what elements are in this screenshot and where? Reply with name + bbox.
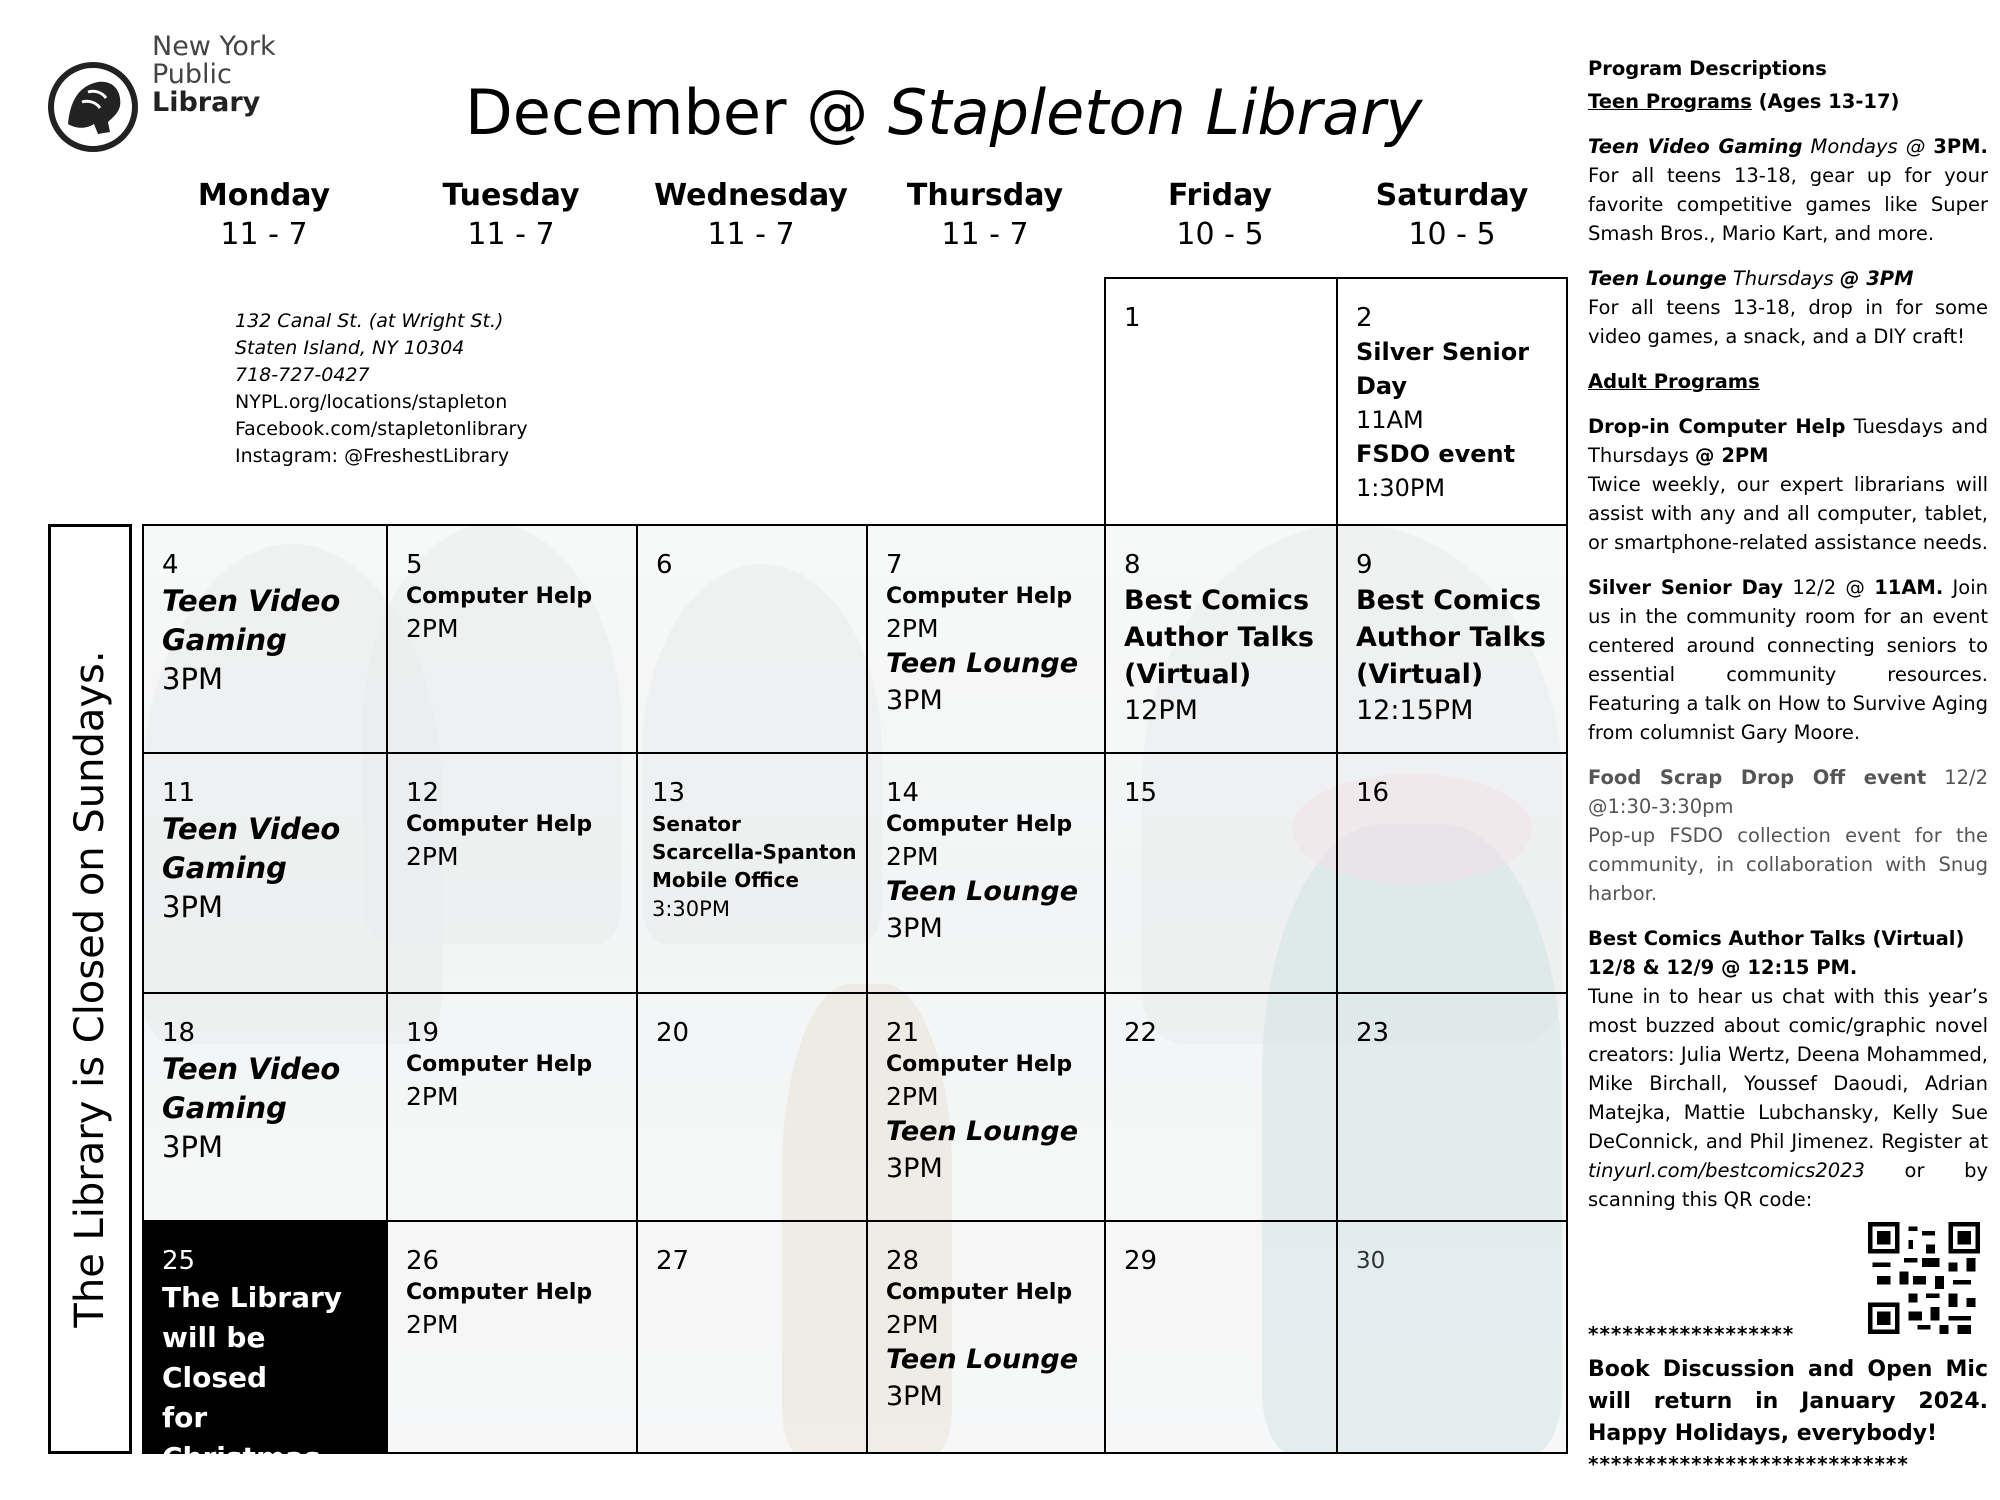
event-time: 3PM bbox=[162, 890, 223, 924]
day-cell-15[interactable] bbox=[1104, 752, 1338, 994]
tl-title: Teen Lounge bbox=[1588, 267, 1727, 290]
day-number: 30 bbox=[1356, 1248, 1386, 1274]
fsdo-description bbox=[1588, 763, 1988, 908]
event-time: 2PM bbox=[886, 1082, 939, 1111]
event-teen-lounge: Teen Lounge bbox=[886, 648, 1079, 679]
event-time: 3:30PM bbox=[652, 897, 730, 921]
tvg-title: Teen Video Gaming bbox=[1588, 135, 1803, 158]
teen-lounge-description bbox=[1588, 264, 1988, 351]
address-website: NYPL.org/locations/stapleton bbox=[235, 391, 508, 413]
logo-line-3: Library bbox=[152, 87, 261, 118]
day-cell-1[interactable] bbox=[1104, 277, 1338, 526]
day-number: 9 bbox=[1356, 550, 1373, 580]
tvg-when: Mondays @ bbox=[1802, 135, 1934, 158]
event-time: 12:15PM bbox=[1356, 695, 1474, 726]
day-number: 14 bbox=[886, 778, 920, 808]
day-cell-14[interactable] bbox=[866, 752, 1106, 994]
fsdo-desc: Pop-up FSDO collection event for the community, in collaboration with Snug harbor. bbox=[1588, 824, 1988, 905]
event-time: 3PM bbox=[886, 1153, 943, 1184]
day-cell-18[interactable] bbox=[142, 992, 388, 1222]
day-cell-4[interactable] bbox=[142, 524, 388, 754]
day-cell-2[interactable] bbox=[1336, 277, 1568, 526]
day-number: 2 bbox=[1356, 303, 1373, 333]
day-header-tuesday bbox=[386, 178, 636, 252]
day-header-wednesday bbox=[636, 178, 866, 252]
sunday-closed-note: The Library is Closed on Sundays. bbox=[67, 650, 113, 1328]
day-name: Wednesday bbox=[654, 178, 848, 213]
day-hours: 11 - 7 bbox=[707, 217, 795, 252]
event-senator-mobile-office: Senator Scarcella-Spanton Mobile Office bbox=[652, 812, 857, 892]
event-time: 3PM bbox=[886, 1381, 943, 1412]
event-time: 2PM bbox=[406, 1310, 459, 1339]
day-header-friday bbox=[1104, 178, 1336, 252]
day-number: 4 bbox=[162, 550, 179, 580]
day-cell-28[interactable] bbox=[866, 1220, 1106, 1454]
day-header-saturday bbox=[1336, 178, 1568, 252]
day-number: 16 bbox=[1356, 778, 1390, 808]
tvg-desc: For all teens 13-18, gear up for your favorite competitive games like Super Smash Bros., Mario Kart, and more. bbox=[1588, 164, 1988, 245]
event-computer-help: Computer Help bbox=[406, 1052, 593, 1077]
adult-programs-heading: Adult Programs bbox=[1588, 370, 1760, 393]
day-number: 19 bbox=[406, 1018, 440, 1048]
day-hours: 11 - 7 bbox=[220, 217, 308, 252]
day-hours: 10 - 5 bbox=[1408, 217, 1496, 252]
day-cell-16[interactable] bbox=[1336, 752, 1568, 994]
fsdo-when: 12/2 @1:30-3:30pm bbox=[1588, 766, 1988, 818]
event-computer-help: Computer Help bbox=[886, 812, 1073, 837]
day-header-monday bbox=[142, 178, 386, 252]
event-best-comics-author-talks: Best Comics Author Talks (Virtual) bbox=[1124, 585, 1314, 690]
tvg-time: 3PM. bbox=[1933, 135, 1988, 158]
day-number: 26 bbox=[406, 1246, 440, 1276]
day-number: 25 bbox=[162, 1246, 196, 1276]
event-fsdo: FSDO event bbox=[1356, 440, 1516, 468]
teen-programs-heading: Teen Programs bbox=[1588, 90, 1752, 113]
day-cell-29[interactable] bbox=[1104, 1220, 1338, 1454]
logo-line-2: Public bbox=[152, 59, 232, 90]
address-instagram: Instagram: @FreshestLibrary bbox=[235, 445, 510, 467]
page-title bbox=[465, 76, 1422, 149]
closing-note: Book Discussion and Open Mic will return in January 2024. Happy Holidays, everybody! bbox=[1588, 1357, 1988, 1446]
day-hours: 11 - 7 bbox=[941, 217, 1029, 252]
event-teen-lounge: Teen Lounge bbox=[886, 1344, 1079, 1375]
ssd-title: Silver Senior Day bbox=[1588, 576, 1784, 599]
event-time: 11AM bbox=[1356, 406, 1424, 434]
day-cell-8[interactable] bbox=[1104, 524, 1338, 754]
bc-title: Best Comics Author Talks (Virtual) bbox=[1588, 927, 1965, 950]
day-cell-6[interactable] bbox=[636, 524, 868, 754]
address-city: Staten Island, NY 10304 bbox=[235, 337, 465, 359]
event-computer-help: Computer Help bbox=[406, 1280, 593, 1305]
best-comics-description bbox=[1588, 924, 1988, 1214]
ssd-when: 12/2 @ bbox=[1783, 576, 1875, 599]
dch-when: Tuesdays and Thursdays bbox=[1588, 415, 1988, 467]
event-silver-senior-day: Silver Senior Day bbox=[1356, 338, 1530, 400]
event-time: 2PM bbox=[406, 614, 459, 643]
address-facebook: Facebook.com/stapletonlibrary bbox=[235, 418, 528, 440]
day-name: Saturday bbox=[1375, 178, 1529, 213]
title-library-name: Stapleton Library bbox=[887, 76, 1423, 149]
day-cell-19[interactable] bbox=[386, 992, 638, 1222]
day-cell-27[interactable] bbox=[636, 1220, 868, 1454]
event-computer-help: Computer Help bbox=[886, 1280, 1073, 1305]
day-number: 18 bbox=[162, 1018, 196, 1048]
day-cell-21[interactable] bbox=[866, 992, 1106, 1222]
day-name: Friday bbox=[1167, 178, 1272, 213]
event-computer-help: Computer Help bbox=[406, 812, 593, 837]
event-computer-help: Computer Help bbox=[886, 584, 1073, 609]
day-cell-5[interactable] bbox=[386, 524, 638, 754]
day-cell-11[interactable] bbox=[142, 752, 388, 994]
tl-time: @ 3PM bbox=[1839, 267, 1914, 290]
event-time: 2PM bbox=[886, 614, 939, 643]
bc-when: 12/8 & 12/9 @ bbox=[1588, 956, 1748, 979]
day-number: 28 bbox=[886, 1246, 920, 1276]
dch-time: @ 2PM bbox=[1695, 444, 1769, 467]
event-time: 1:30PM bbox=[1356, 474, 1446, 502]
day-number: 7 bbox=[886, 550, 903, 580]
day-number: 12 bbox=[406, 778, 440, 808]
event-computer-help: Computer Help bbox=[406, 584, 593, 609]
day-number: 8 bbox=[1124, 550, 1141, 580]
day-cell-22[interactable] bbox=[1104, 992, 1338, 1222]
program-descriptions bbox=[1588, 54, 1988, 1230]
address-street: 132 Canal St. (at Wright St.) bbox=[235, 310, 504, 332]
dch-title: Drop-in Computer Help bbox=[1588, 415, 1846, 438]
dch-desc: Twice weekly, our expert librarians will assist with any and all computer, tablet, or smartphone-related assistance needs. bbox=[1588, 473, 1988, 554]
day-cell-9[interactable] bbox=[1336, 524, 1568, 754]
event-time: 2PM bbox=[406, 842, 459, 871]
event-time: 12PM bbox=[1124, 695, 1198, 726]
library-address bbox=[235, 308, 528, 470]
event-computer-help: Computer Help bbox=[886, 1052, 1073, 1077]
day-cell-23[interactable] bbox=[1336, 992, 1568, 1222]
day-number: 13 bbox=[652, 778, 686, 808]
computer-help-description bbox=[1588, 412, 1988, 557]
day-cell-25[interactable] bbox=[142, 1220, 388, 1474]
day-header-thursday bbox=[866, 178, 1104, 252]
sunday-closed-box bbox=[48, 524, 132, 1454]
day-number: 21 bbox=[886, 1018, 920, 1048]
event-time: 2PM bbox=[886, 1310, 939, 1339]
day-hours: 11 - 7 bbox=[467, 217, 555, 252]
divider-stars-top: ****************** bbox=[1588, 1322, 1795, 1346]
qr-code-icon[interactable] bbox=[1868, 1222, 1980, 1334]
bc-tail: or by scanning this QR code: bbox=[1588, 1159, 1988, 1211]
fsdo-title: Food Scrap Drop Off event bbox=[1588, 766, 1927, 789]
event-teen-lounge: Teen Lounge bbox=[886, 876, 1079, 907]
day-cell-30[interactable] bbox=[1336, 1220, 1568, 1454]
event-best-comics-author-talks: Best Comics Author Talks (Virtual) bbox=[1356, 585, 1546, 690]
day-cell-12[interactable] bbox=[386, 752, 638, 994]
bc-time: 12:15 PM. bbox=[1747, 956, 1858, 979]
day-name: Tuesday bbox=[442, 178, 580, 213]
address-phone: 718-727-0427 bbox=[235, 364, 370, 386]
day-name: Thursday bbox=[906, 178, 1064, 213]
lion-icon bbox=[48, 62, 138, 152]
event-time: 3PM bbox=[162, 662, 223, 696]
divider-stars-bottom: **************************** bbox=[1588, 1452, 1909, 1476]
title-prefix: December @ bbox=[465, 76, 888, 149]
bc-desc: Tune in to hear us chat with this year’s most buzzed about comic/graphic novel creators: Julia Wertz, Deena Mohammed, Mike Birchall, Youssef Daoudi, Adrian Matejka, Mattie Lubchansky, Kelly Sue DeConnick, and Phil Jimenez. Register at bbox=[1588, 985, 1988, 1153]
day-name: Monday bbox=[197, 178, 331, 213]
tl-desc: For all teens 13-18, drop in for some video games, a snack, and a DIY craft! bbox=[1588, 296, 1988, 348]
day-number: 6 bbox=[656, 550, 673, 580]
teen-programs-ages: (Ages 13-17) bbox=[1751, 90, 1900, 113]
day-number: 5 bbox=[406, 550, 423, 580]
event-teen-video-gaming: Teen Video Gaming bbox=[162, 584, 341, 657]
event-teen-video-gaming: Teen Video Gaming bbox=[162, 1052, 341, 1125]
silver-senior-day-description bbox=[1588, 573, 1988, 747]
event-time: 2PM bbox=[886, 842, 939, 871]
nypl-logo bbox=[48, 32, 298, 152]
day-number: 23 bbox=[1356, 1018, 1390, 1048]
day-cell-20[interactable] bbox=[636, 992, 868, 1222]
descriptions-heading: Program Descriptions bbox=[1588, 57, 1827, 80]
day-cell-26[interactable] bbox=[386, 1220, 638, 1454]
event-time: 3PM bbox=[162, 1130, 223, 1164]
event-time: 2PM bbox=[406, 1082, 459, 1111]
event-time: 3PM bbox=[886, 913, 943, 944]
day-number: 27 bbox=[656, 1246, 690, 1276]
day-number: 1 bbox=[1124, 303, 1141, 333]
logo-line-1: New York bbox=[152, 31, 276, 62]
day-number: 15 bbox=[1124, 778, 1158, 808]
day-cell-13[interactable] bbox=[636, 752, 868, 994]
day-number: 22 bbox=[1124, 1018, 1158, 1048]
day-cell-7[interactable] bbox=[866, 524, 1106, 754]
event-teen-video-gaming: Teen Video Gaming bbox=[162, 812, 341, 885]
ssd-time: 11AM. bbox=[1874, 576, 1944, 599]
day-number: 11 bbox=[162, 778, 196, 808]
day-number: 29 bbox=[1124, 1246, 1158, 1276]
day-hours: 10 - 5 bbox=[1176, 217, 1264, 252]
event-teen-lounge: Teen Lounge bbox=[886, 1116, 1079, 1147]
event-closed-christmas: The Library will be Closed for Christmas bbox=[162, 1281, 343, 1474]
bc-link[interactable]: tinyurl.com/bestcomics2023 bbox=[1588, 1159, 1865, 1182]
event-time: 3PM bbox=[886, 685, 943, 716]
tl-when: Thursdays bbox=[1726, 267, 1840, 290]
ssd-desc: Join us in the community room for an event centered around connecting seniors to essential community resources. Featuring a talk on How to Survive Aging from columnist Gary Moore. bbox=[1588, 576, 1988, 744]
day-number: 20 bbox=[656, 1018, 690, 1048]
teen-video-gaming-description bbox=[1588, 132, 1988, 248]
